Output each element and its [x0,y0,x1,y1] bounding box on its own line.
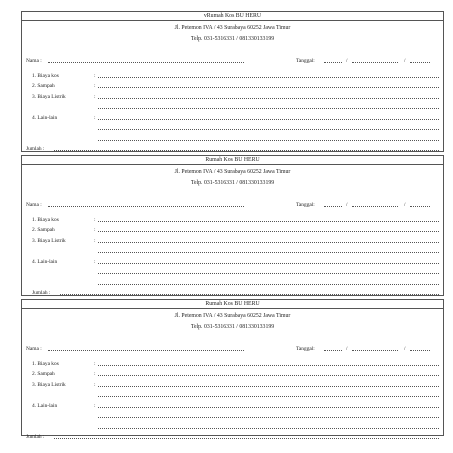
tanggal-label: Tanggal: [296,202,315,208]
colon: : [94,93,96,100]
lain-lain-field-extra[interactable] [98,284,439,285]
colon: : [94,360,96,367]
biaya-kos-row [26,215,439,226]
tanggal-day-field[interactable] [324,350,342,351]
tanggal-day-field[interactable] [324,206,342,207]
lain-lain-row [26,401,439,412]
nama-field[interactable] [48,350,244,351]
jumlah-label: Jumlah : [26,146,45,152]
biaya-kos-label: 1. Biaya kos [32,360,59,367]
date-separator: / [404,58,406,64]
date-separator: / [346,346,348,352]
biaya-listrik-row-extra [26,246,439,257]
receipt-address: Jl. Petemon IVA / 43 Surabaya 60252 Jawa Timur [174,169,291,175]
biaya-kos-row [26,71,439,82]
lain-lain-row-extra [26,278,439,289]
biaya-kos-label: 1. Biaya kos [32,216,59,223]
lain-lain-field-extra[interactable] [98,140,439,141]
sampah-label: 2. Sampah [32,83,55,89]
sampah-field[interactable] [98,375,439,376]
biaya-listrik-row [26,92,439,103]
receipt-title: Rumah Kos BU HERU [205,157,260,163]
sampah-row [26,81,439,92]
receipt-title: Rumah Kos BU HERU [205,301,260,307]
colon: : [94,83,96,89]
biaya-listrik-field-extra[interactable] [98,252,439,253]
receipt-address: Jl. Petemon IVA / 43 Surabaya 60252 Jawa Timur [174,313,291,319]
jumlah-row [26,432,439,443]
tanggal-month-field[interactable] [352,206,398,207]
jumlah-field[interactable] [54,150,439,151]
biaya-kos-field[interactable] [98,77,439,78]
receipt-form-2 [21,155,444,296]
colon: : [94,371,96,377]
lain-lain-label: 4. Lain-lain [32,402,58,409]
colon: : [94,381,96,388]
biaya-listrik-field-extra[interactable] [98,396,439,397]
lain-lain-row-extra [26,422,439,433]
nama-label: Nama : [26,58,42,64]
lain-lain-row [26,257,439,268]
biaya-listrik-row-extra [26,102,439,113]
nama-row [26,344,439,355]
nama-field[interactable] [48,206,244,207]
tanggal-label: Tanggal: [296,58,315,64]
lain-lain-row-extra [26,267,439,278]
receipt-title: vRumah Kos BU HERU [203,13,262,19]
lain-lain-row-extra [26,411,439,422]
date-separator: / [346,58,348,64]
lain-lain-field-extra[interactable] [98,417,439,418]
biaya-kos-row [26,359,439,370]
biaya-listrik-label: 3. Biaya Listrik [32,237,66,244]
header-divider [22,164,443,165]
biaya-kos-label: 1. Biaya kos [32,72,59,79]
nama-field[interactable] [48,62,244,63]
sampah-field[interactable] [98,87,439,88]
date-separator: / [346,202,348,208]
biaya-kos-field[interactable] [98,365,439,366]
receipt-phone: Telp. 031-5316331 / 081330133199 [190,324,275,330]
tanggal-year-field[interactable] [410,350,430,351]
receipt-fields [26,56,439,155]
tanggal-month-field[interactable] [352,62,398,63]
biaya-listrik-label: 3. Biaya Listrik [32,381,66,388]
jumlah-field[interactable] [54,438,439,439]
tanggal-year-field[interactable] [410,206,430,207]
lain-lain-field[interactable] [98,119,439,120]
lain-lain-field[interactable] [98,407,439,408]
colon: : [94,258,96,265]
colon: : [94,237,96,244]
tanggal-label: Tanggal: [296,346,315,352]
lain-lain-field-extra[interactable] [98,129,439,130]
receipt-fields [26,344,439,443]
tanggal-year-field[interactable] [410,62,430,63]
lain-lain-row-extra [26,123,439,134]
sampah-label: 2. Sampah [32,371,55,377]
receipt-phone: Telp. 031-5316331 / 081330133199 [190,180,275,186]
receipt-phone: Telp. 031-5316331 / 081330133199 [190,36,275,42]
receipt-fields [26,200,439,299]
nama-label: Nama : [26,202,42,208]
sampah-field[interactable] [98,231,439,232]
receipt-header [22,156,443,186]
header-divider [22,308,443,309]
lain-lain-label: 4. Lain-lain [32,258,58,265]
biaya-listrik-label: 3. Biaya Listrik [32,93,66,100]
nama-label: Nama : [26,346,42,352]
colon: : [94,72,96,79]
lain-lain-field-extra[interactable] [98,273,439,274]
jumlah-row [26,288,439,299]
tanggal-day-field[interactable] [324,62,342,63]
biaya-listrik-field[interactable] [98,98,439,99]
sampah-label: 2. Sampah [32,227,55,233]
jumlah-field[interactable] [60,294,439,295]
biaya-listrik-row [26,236,439,247]
receipt-form-3 [21,299,444,440]
receipt-header [22,300,443,330]
receipt-form-1 [21,11,444,152]
date-separator: / [404,202,406,208]
biaya-kos-field[interactable] [98,221,439,222]
jumlah-label: Jumlah : [26,434,45,440]
nama-row [26,200,439,211]
sampah-row [26,225,439,236]
biaya-listrik-row-extra [26,390,439,401]
receipt-header [22,12,443,42]
biaya-listrik-field-extra[interactable] [98,108,439,109]
colon: : [94,216,96,223]
lain-lain-row-extra [26,134,439,145]
lain-lain-label: 4. Lain-lain [32,114,58,121]
colon: : [94,227,96,233]
header-divider [22,20,443,21]
sampah-row [26,369,439,380]
biaya-listrik-field[interactable] [98,386,439,387]
lain-lain-field[interactable] [98,263,439,264]
jumlah-row [26,144,439,155]
biaya-listrik-field[interactable] [98,242,439,243]
biaya-listrik-row [26,380,439,391]
jumlah-label: Jumlah : [32,290,51,296]
tanggal-month-field[interactable] [352,350,398,351]
receipt-address: Jl. Petemon IVA / 43 Surabaya 60252 Jawa Timur [174,25,291,31]
colon: : [94,114,96,121]
date-separator: / [404,346,406,352]
colon: : [94,402,96,409]
lain-lain-row [26,113,439,124]
nama-row [26,56,439,67]
lain-lain-field-extra[interactable] [98,428,439,429]
